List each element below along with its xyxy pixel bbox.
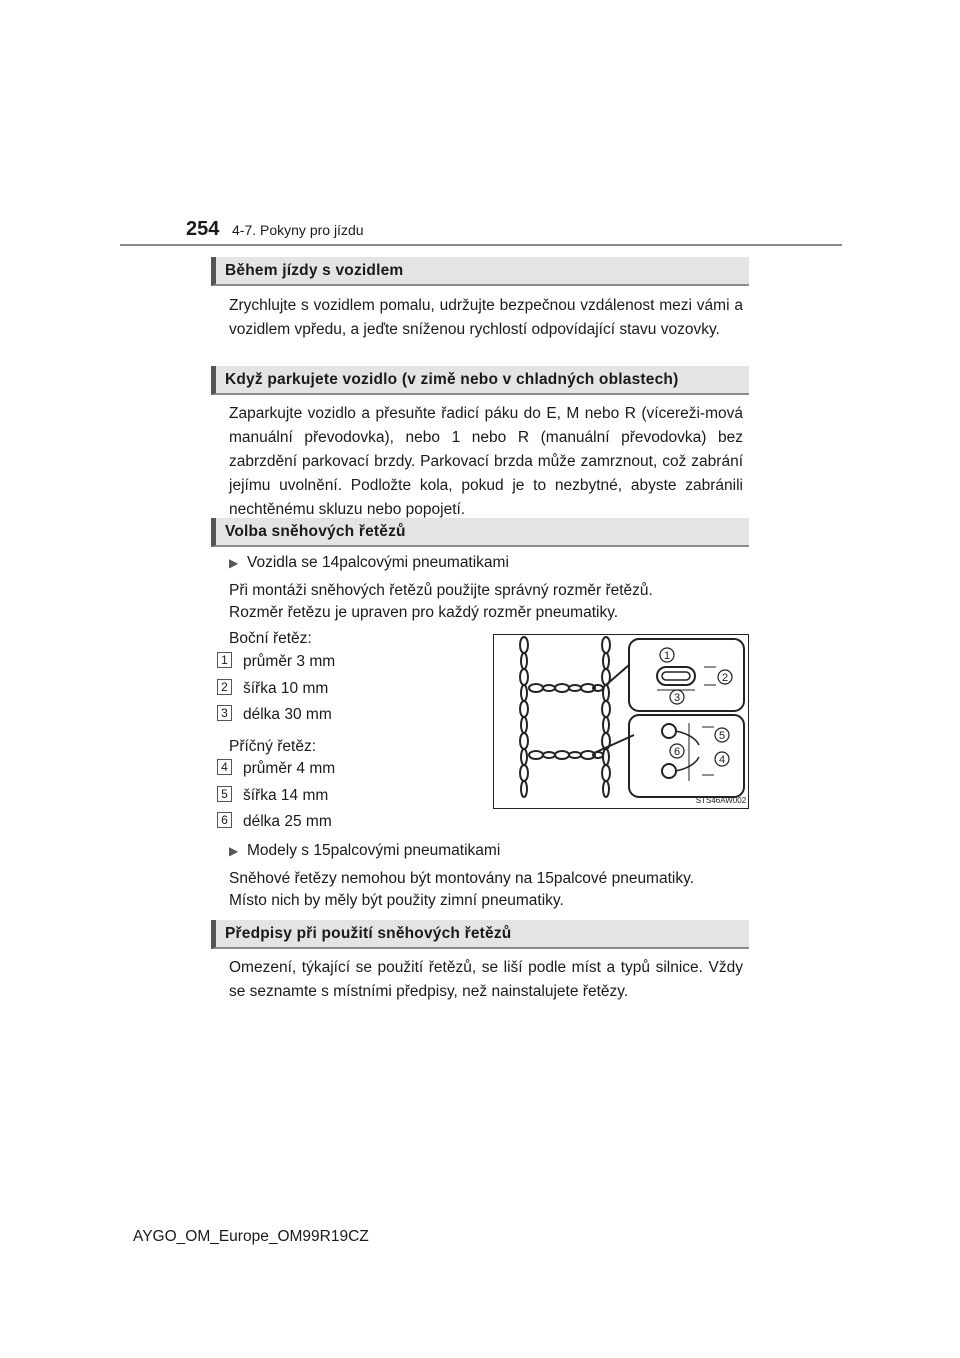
cross-chain-label: Příčný řetěz: — [229, 738, 316, 755]
spec-value: šířka 14 mm — [243, 787, 329, 804]
chain-text-line: Sněhové řetězy nemohou být montovány na 15palcové pneumatiky. — [229, 870, 694, 887]
document-id: AYGO_OM_Europe_OM99R19CZ — [133, 1228, 369, 1245]
chain-diagram — [494, 635, 748, 808]
section-heading-driving: Během jízdy s vozidlem — [211, 257, 749, 286]
spec-value: průměr 3 mm — [243, 653, 336, 670]
callout-6: 6 — [673, 746, 681, 758]
callout-3: 3 — [673, 692, 681, 704]
callout-number: 4 — [217, 759, 232, 775]
spec-value: šířka 10 mm — [243, 680, 329, 697]
callout-1: 1 — [663, 650, 671, 662]
spec-value: délka 30 mm — [243, 706, 332, 723]
callout-number: 2 — [217, 679, 232, 695]
section-heading-parking: Když parkujete vozidlo (v zimě nebo v chladných oblastech) — [211, 366, 749, 395]
chapter-title: 4-7. Pokyny pro jízdu — [232, 222, 364, 238]
triangle-right-icon: ▶ — [229, 556, 239, 570]
list-item-label: Modely s 15palcovými pneumatikami — [247, 842, 501, 859]
list-item-14-inch — [229, 552, 509, 574]
chain-text-line: Místo nich by měly být použity zimní pneumatiky. — [229, 892, 564, 909]
vertical-chain-left — [520, 637, 528, 797]
list-item-label: Vozidla se 14palcovými pneumatikami — [247, 554, 509, 571]
vertical-chain-right — [602, 637, 610, 797]
chain-text-line: Při montáži sněhových řetězů použijte správný rozměr řetězů. — [229, 582, 653, 599]
spec-value: délka 25 mm — [243, 813, 332, 830]
callout-2: 2 — [721, 672, 729, 684]
callout-number: 1 — [217, 652, 232, 668]
chain-text-line: Rozměr řetězu je upraven pro každý rozměr pneumatiky. — [229, 604, 619, 621]
callout-number: 5 — [217, 786, 232, 802]
callout-number: 3 — [217, 705, 232, 721]
section-heading-regulations: Předpisy při použití sněhových řetězů — [211, 920, 749, 949]
snow-chain-illustration — [493, 634, 749, 809]
callout-number: 6 — [217, 812, 232, 828]
triangle-right-icon: ▶ — [229, 844, 239, 858]
figure-code: STS46AW002 — [695, 796, 747, 805]
section-body-driving: Zrychlujte s vozidlem pomalu, udržujte bezpečnou vzdálenost mezi vámi a vozidlem vpředu, a jeďte sníženou rychlostí odpovídající stavu vozovky. — [229, 297, 743, 338]
cross-chain-bottom — [529, 751, 603, 759]
spec-value: průměr 4 mm — [243, 760, 336, 777]
section-body-parking: Zaparkujte vozidlo a přesuňte řadicí páku do E, M nebo R (vícereži-mová manuální převodovka), nebo 1 nebo R (manuální převodovka) bez zabrzdění parkovací brzdy. Parkovací brzda může zamrznout, což zabrání jejímu uvolnění. Podložte kola, pokud je to nezbytné, abyste zabránili nechtěnému skluzu nebo popojetí. — [229, 405, 743, 518]
side-chain-label: Boční řetěz: — [229, 630, 312, 647]
callout-5: 5 — [718, 730, 726, 742]
page-number: 254 — [186, 218, 220, 240]
section-body-regulations: Omezení, týkající se použití řetězů, se liší podle míst a typů silnice. Vždy se seznamte s místními předpisy, než nainstalujete řetězy. — [229, 959, 743, 1000]
section-heading-chain-choice: Volba sněhových řetězů — [211, 518, 749, 547]
header-divider — [120, 244, 842, 246]
callout-4: 4 — [718, 754, 726, 766]
cross-chain-top — [529, 684, 603, 692]
list-item-15-inch — [229, 840, 500, 862]
